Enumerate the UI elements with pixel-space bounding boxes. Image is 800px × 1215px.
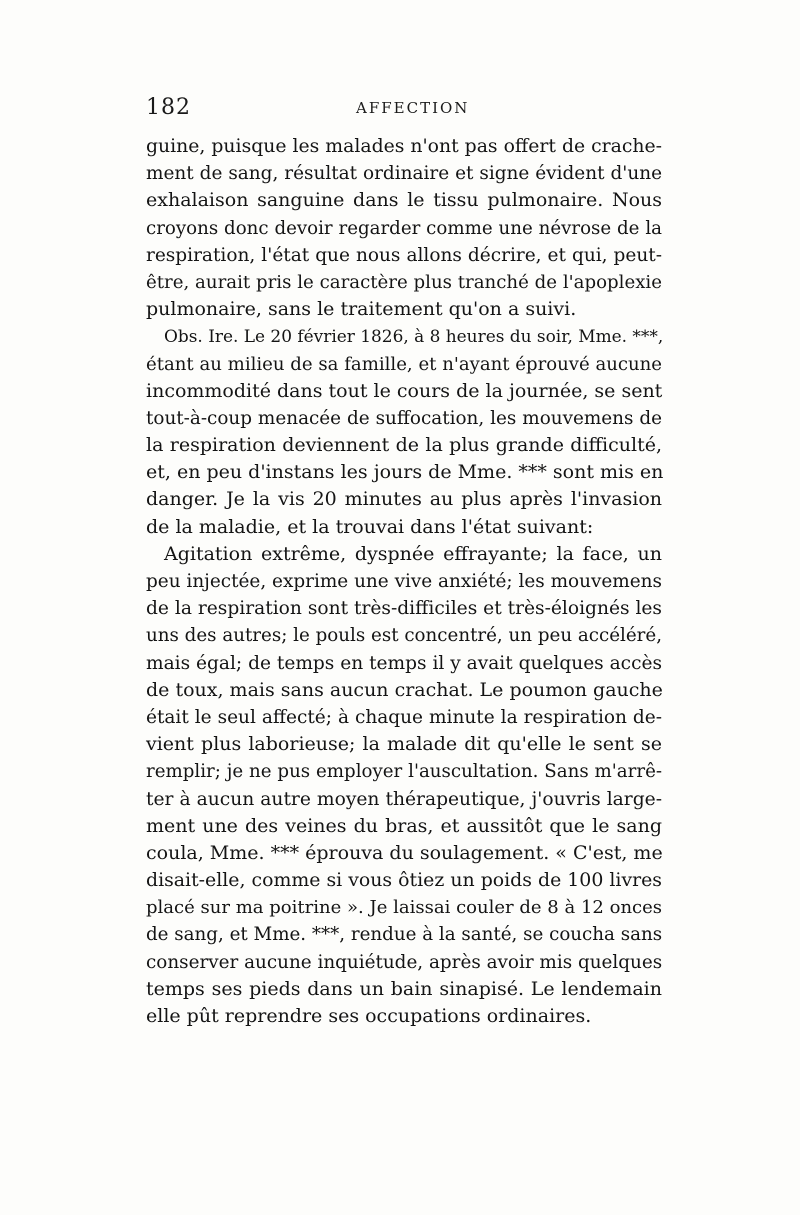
text-line: était le seul affecté; à chaque minute la respiration de- bbox=[146, 706, 662, 728]
text-line: ment de sang, résultat ordinaire et signe évident d'une bbox=[146, 163, 662, 185]
text-line: mais égal; de temps en temps il y avait quelques accès bbox=[146, 652, 662, 674]
text-line: et, en peu d'instans les jours de Mme. *** sont mis en bbox=[146, 461, 664, 484]
text-line: pulmonaire, sans le traitement qu'on a suivi. bbox=[146, 298, 577, 321]
text-line: peu injectée, exprime une vive anxiété; les mouvemens bbox=[146, 571, 662, 592]
text-line: ment une des veines du bras, et aussitôt que le sang bbox=[146, 814, 662, 837]
text-line: de sang, et Mme. ***, rendue à la santé, se coucha sans bbox=[146, 924, 663, 946]
text-line: remplir; je ne pus employer l'auscultation. Sans m'arrê- bbox=[146, 761, 662, 783]
text-line: exhalaison sanguine dans le tissu pulmonaire. Nous bbox=[146, 189, 662, 212]
text-line: conserver aucune inquiétude, après avoir mis quelques bbox=[146, 951, 663, 973]
text-line: vient plus laborieuse; la malade dit qu'elle le sent se bbox=[146, 733, 662, 756]
text-line: étant au milieu de sa famille, et n'ayant éprouvé aucune bbox=[146, 353, 662, 375]
text-line: placé sur ma poitrine ». Je laissai couler de 8 à 12 onces bbox=[146, 897, 663, 919]
text-line: de toux, mais sans aucun crachat. Le poumon gauche bbox=[146, 678, 663, 701]
text-line: Agitation extrême, dyspnée effrayante; la face, un bbox=[164, 542, 662, 565]
text-line: la respiration deviennent de la plus grande difficulté, bbox=[146, 434, 662, 457]
text-line: elle pût reprendre ses occupations ordinaires. bbox=[146, 1005, 592, 1027]
text-line: disait-elle, comme si vous ôtiez un poids de 100 livres bbox=[146, 869, 662, 892]
text-line: temps ses pieds dans un bain sinapisé. Le lendemain bbox=[146, 977, 662, 1000]
text-line: respiration, l'état que nous allons décrire, et qui, peut- bbox=[146, 244, 662, 266]
text-line: danger. Je la vis 20 minutes au plus après l'invasion bbox=[146, 488, 662, 511]
text-line: ter à aucun autre moyen thérapeutique, j'ouvris large- bbox=[146, 788, 662, 810]
text-line: incommodité dans tout le cours de la journée, se sent bbox=[146, 379, 663, 402]
text-line: Obs. Ire. Le 20 février 1826, à 8 heures du soir, Mme. ***, bbox=[164, 326, 664, 347]
text-line: uns des autres; le pouls est concentré, un peu accéléré, bbox=[146, 625, 662, 647]
text-line: de la maladie, et la trouvai dans l'état suivant: bbox=[146, 515, 594, 538]
text-line: guine, puisque les malades n'ont pas offert de crache- bbox=[146, 136, 662, 157]
text-line: coula, Mme. *** éprouva du soulagement. « C'est, me bbox=[146, 841, 663, 864]
page-header bbox=[146, 95, 662, 125]
text-line: de la respiration sont très-difficiles et très-éloignés les bbox=[146, 598, 662, 620]
page-number: 182 bbox=[146, 95, 191, 120]
text-line: croyons donc devoir regarder comme une névrose de la bbox=[146, 217, 662, 239]
running-head: AFFECTION bbox=[356, 99, 470, 117]
text-line: tout-à-coup menacée de suffocation, les mouvemens de bbox=[146, 407, 662, 429]
text-line: être, aurait pris le caractère plus tranché de l'apoplexie bbox=[146, 271, 662, 293]
body-text bbox=[146, 133, 662, 1030]
